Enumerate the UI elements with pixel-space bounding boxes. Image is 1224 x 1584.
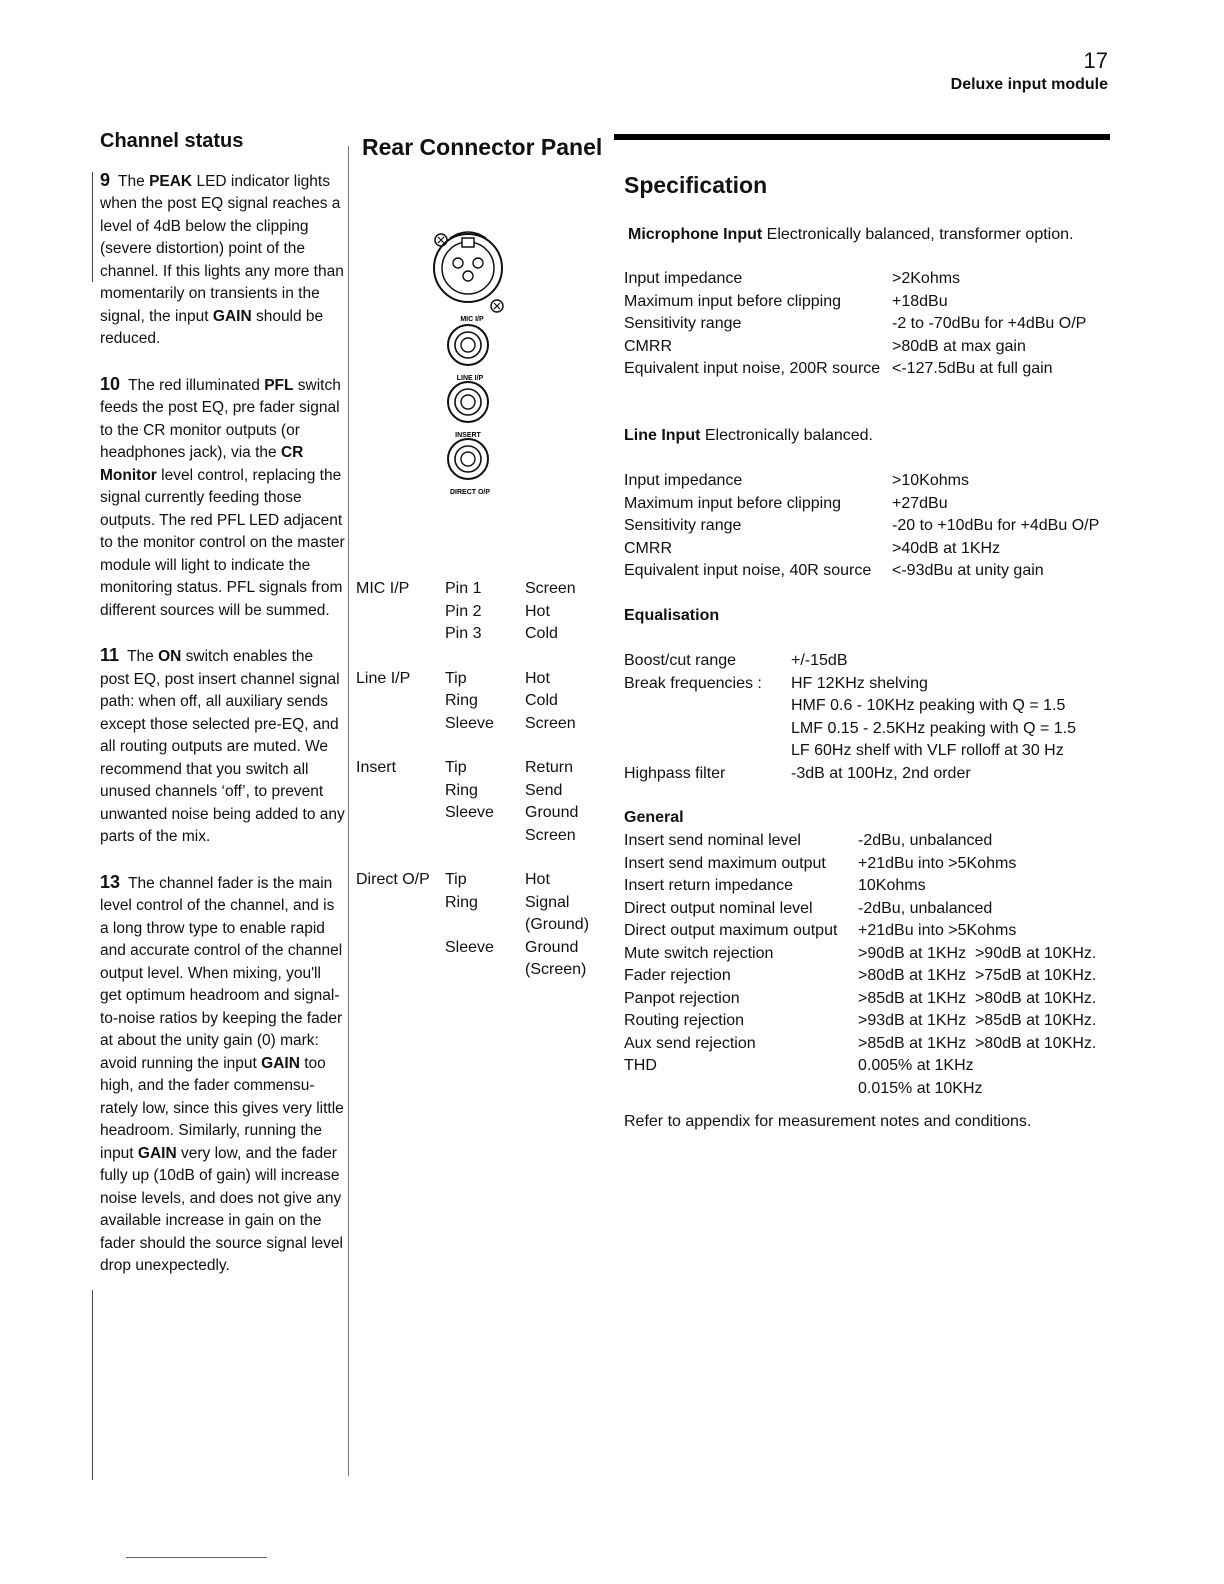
- general-table: [624, 830, 1096, 1100]
- table-row: [356, 959, 605, 982]
- spec-value: >93dB at 1KHz >85dB at 10KHz.: [858, 1012, 1097, 1029]
- spec-value: <-93dBu at unity gain: [892, 562, 1044, 579]
- spec-value: +21dBu into >5Kohms: [858, 854, 1017, 872]
- pin: [445, 959, 525, 982]
- section-heading: Microphone Input: [628, 226, 763, 243]
- signal: (Screen): [525, 961, 587, 978]
- spec-value: +27dBu: [892, 494, 948, 512]
- section-heading: Line Input: [624, 427, 701, 444]
- table-row: [624, 695, 1076, 718]
- table-row: [624, 538, 1099, 561]
- keyword: CR Monitor: [100, 444, 304, 484]
- spec-label: CMRR: [624, 539, 672, 557]
- spec-value: 10Kohms: [858, 877, 926, 894]
- table-row: [356, 690, 605, 713]
- pin: Sleeve: [445, 804, 494, 821]
- table-row: [356, 668, 605, 691]
- item-number: 10: [100, 373, 121, 394]
- table-row: [356, 713, 605, 736]
- pin: Pin 3: [445, 625, 482, 642]
- mic-input-heading: [628, 224, 1073, 247]
- left-rule: [92, 1290, 93, 1480]
- table-row: [624, 336, 1086, 359]
- table-row: [356, 892, 605, 915]
- spec-label: THD: [624, 1057, 657, 1074]
- connector-name: Line I/P: [356, 669, 411, 687]
- pin: Ring: [445, 781, 478, 799]
- channel-status-title: Channel status: [100, 130, 244, 152]
- signal: Signal: [525, 893, 570, 911]
- pin: Pin 1: [445, 580, 482, 597]
- signal: Hot: [525, 602, 550, 620]
- spec-label: Boost/cut range: [624, 652, 737, 669]
- table-row: [624, 943, 1096, 966]
- signal: Screen: [525, 714, 576, 732]
- line-jack-icon: [448, 325, 488, 365]
- text: The channel fader is the main level control of the channel, and is a long throw type to enable rapid and accurate control of the channel output level. When mixing, you'll get optimum headroom and signal-to-noise ratios by keeping the fader at about the unity gain (0) mark: avoid running the input: [100, 874, 343, 1072]
- spec-label: Insert return impedance: [624, 877, 793, 894]
- table-row: [356, 623, 605, 646]
- spec-value: 0.015% at 10KHz: [858, 1079, 983, 1097]
- signal: Send: [525, 781, 563, 799]
- signal: Ground: [525, 804, 579, 821]
- spec-label: [624, 718, 791, 741]
- paragraph-10: [100, 373, 345, 623]
- spec-label: Routing rejection: [624, 1012, 745, 1029]
- text: The: [127, 648, 159, 665]
- text: switch feeds the post EQ, pre fader signal to the CR monitor outputs (or headphones jack), via the: [100, 376, 341, 461]
- spec-value: >90dB at 1KHz >90dB at 10KHz.: [858, 944, 1097, 962]
- text: too high, and the fader commensu-rately low, since this gives very little headroom. Similarly, running the input: [100, 1054, 344, 1162]
- table-row: [624, 560, 1099, 583]
- page-number: 17: [1083, 48, 1108, 73]
- line-ip-label: LINE I/P: [456, 375, 484, 382]
- rear-panel-illustration: [420, 218, 520, 508]
- table-row: [624, 291, 1086, 314]
- table-row: [356, 578, 605, 601]
- spec-value: >10Kohms: [892, 472, 969, 489]
- spec-value: +/-15dB: [791, 652, 848, 669]
- spec-label: Aux send rejection: [624, 1034, 756, 1052]
- middle-rule: [348, 146, 349, 1476]
- spec-value: LMF 0.15 - 2.5KHz peaking with Q = 1.5: [791, 719, 1077, 737]
- table-row: [624, 1055, 1096, 1078]
- pin: Tip: [445, 669, 467, 687]
- table-row: [624, 268, 1086, 291]
- table-row: [624, 740, 1076, 763]
- connector-name: MIC I/P: [356, 580, 410, 597]
- section-desc: Electronically balanced.: [700, 427, 873, 444]
- keyword: ON: [158, 648, 182, 665]
- paragraph-11: [100, 644, 345, 849]
- table-row: [624, 763, 1076, 786]
- connector-name: Direct O/P: [356, 871, 430, 888]
- table-row: [356, 869, 605, 892]
- table-row: [356, 802, 605, 825]
- spec-value: >40dB at 1KHz: [892, 539, 1001, 557]
- mic-ip-label: MIC I/P: [460, 316, 484, 323]
- insert-label: INSERT: [455, 432, 481, 439]
- table-row: [624, 1010, 1096, 1033]
- spec-value: +18dBu: [892, 292, 948, 310]
- text: level control, replacing the signal currently feeding those outputs. The red PFL LED adjacent to the monitor control on the master module will light to indicate the monitoring status. PFL signals from different sources will be summed.: [100, 466, 345, 619]
- table-row: [356, 825, 605, 848]
- connector-name: Insert: [356, 759, 397, 776]
- channel-status-column: [100, 130, 345, 1300]
- item-number: 13: [100, 871, 121, 892]
- section-rule: [614, 134, 1110, 140]
- keyword: PFL: [264, 376, 294, 394]
- spec-label: Panpot rejection: [624, 989, 740, 1007]
- pin: Pin 2: [445, 602, 482, 620]
- signal: Screen: [525, 826, 576, 844]
- equalisation-table: [624, 650, 1076, 785]
- spec-label: Fader rejection: [624, 967, 731, 984]
- keyword: GAIN: [212, 307, 252, 325]
- table-row: [624, 493, 1099, 516]
- text: The red illuminated: [128, 376, 265, 394]
- keyword: PEAK: [149, 172, 193, 190]
- keyword: GAIN: [261, 1054, 300, 1072]
- table-row: [624, 1078, 1096, 1101]
- text: The: [118, 172, 150, 190]
- table-row: [356, 914, 605, 937]
- general-heading: General: [624, 809, 684, 826]
- table-row: [624, 650, 1076, 673]
- spec-label: Input impedance: [624, 472, 743, 489]
- table-row: [624, 830, 1096, 853]
- spec-label: [624, 740, 791, 763]
- spec-value: HF 12KHz shelving: [791, 674, 928, 692]
- spec-label: Sensitivity range: [624, 315, 742, 332]
- signal: Hot: [525, 871, 550, 888]
- footer-link-rule: [126, 1557, 267, 1558]
- table-row: [356, 937, 605, 960]
- table-row: [356, 780, 605, 803]
- pin: Sleeve: [445, 938, 494, 956]
- insert-jack-icon: [448, 382, 488, 422]
- spec-value: -20 to +10dBu for +4dBu O/P: [892, 517, 1100, 534]
- spec-label: [624, 695, 791, 718]
- rear-panel-title: Rear Connector Panel: [362, 134, 603, 160]
- table-row: [624, 358, 1086, 381]
- connections-table: [356, 578, 605, 982]
- table-row: [624, 718, 1076, 741]
- spec-value: <-127.5dBu at full gain: [892, 360, 1053, 377]
- spec-value: -2dBu, unbalanced: [858, 899, 993, 917]
- spec-value: +21dBu into >5Kohms: [858, 922, 1017, 939]
- table-row: [624, 965, 1096, 988]
- spec-label: Maximum input before clipping: [624, 494, 841, 512]
- item-number: 9: [100, 169, 111, 190]
- signal: (Ground): [525, 916, 590, 933]
- signal: Cold: [525, 692, 558, 709]
- spec-label: Sensitivity range: [624, 517, 742, 534]
- text: should be reduced.: [100, 307, 324, 347]
- text: very low, and the fader fully up (10dB of gain) will increase noise levels, and does not give any available increase in gain on the fader should the source signal level drop unexpectedly.: [100, 1144, 343, 1274]
- signal: Ground: [525, 938, 579, 956]
- pin: Tip: [445, 871, 467, 888]
- spec-label: Mute switch rejection: [624, 944, 774, 962]
- spec-value: -3dB at 100Hz, 2nd order: [791, 764, 971, 782]
- spec-value: >80dB at max gain: [892, 337, 1026, 355]
- signal: Hot: [525, 669, 550, 687]
- line-input-heading: [624, 425, 873, 448]
- pin: [445, 914, 525, 937]
- spec-value: >80dB at 1KHz >75dB at 10KHz.: [858, 967, 1097, 984]
- text: LED indicator lights when the post EQ signal reaches a level of 4dB below the clipping (severe distortion) point of the channel. If this lights any more than momentarily on transients in the signal, the input: [100, 172, 344, 325]
- pin: Sleeve: [445, 714, 494, 732]
- table-row: [624, 875, 1096, 898]
- specification-title: Specification: [624, 172, 768, 198]
- spec-label: Insert send maximum output: [624, 854, 826, 872]
- signal: Screen: [525, 580, 576, 597]
- spec-value: >85dB at 1KHz >80dB at 10KHz.: [858, 989, 1097, 1007]
- running-head: Deluxe input module: [950, 76, 1108, 93]
- table-row: [624, 673, 1076, 696]
- xlr-connector-icon: [434, 232, 503, 312]
- left-rule: [92, 172, 93, 282]
- measurement-note: Refer to appendix for measurement notes and conditions.: [624, 1113, 1032, 1130]
- table-row: [624, 470, 1099, 493]
- table-row: [624, 1033, 1096, 1056]
- table-row: [624, 988, 1096, 1011]
- table-row: [624, 313, 1086, 336]
- spec-label: Direct output nominal level: [624, 899, 813, 917]
- table-row: [624, 920, 1096, 943]
- spec-value: -2dBu, unbalanced: [858, 832, 993, 849]
- signal: Return: [525, 759, 574, 776]
- spec-label: CMRR: [624, 337, 672, 355]
- table-row: [624, 853, 1096, 876]
- spec-label: Equivalent input noise, 200R source: [624, 360, 881, 377]
- table-row: [624, 898, 1096, 921]
- direct-op-label: DIRECT O/P: [449, 489, 491, 496]
- paragraph-13: [100, 871, 345, 1278]
- text: switch enables the post EQ, post insert channel signal path: when off, all auxiliary sends except those selected pre-EQ, and all routing outputs are muted. We recommend that you switch all unused channels ‘off’, to prevent unwanted noise being added to any parts of the mix.: [100, 648, 345, 845]
- table-row: [356, 601, 605, 624]
- section-desc: Electronically balanced, transformer option.: [762, 226, 1074, 243]
- spec-label: Insert send nominal level: [624, 832, 801, 849]
- spec-label: Highpass filter: [624, 764, 726, 782]
- keyword: GAIN: [137, 1144, 177, 1162]
- signal: Cold: [525, 625, 558, 642]
- equalisation-heading: Equalisation: [624, 607, 720, 624]
- spec-label: Break frequencies :: [624, 674, 762, 692]
- line-input-table: [624, 470, 1099, 583]
- spec-value: >2Kohms: [892, 270, 961, 287]
- pin: Tip: [445, 759, 467, 776]
- spec-label: Direct output maximum output: [624, 922, 838, 939]
- mic-input-table: [624, 268, 1086, 381]
- pin: [445, 825, 525, 848]
- spec-value: >85dB at 1KHz >80dB at 10KHz.: [858, 1034, 1097, 1052]
- spec-label: Equivalent input noise, 40R source: [624, 562, 872, 579]
- item-number: 11: [100, 645, 120, 665]
- pin: Ring: [445, 893, 478, 911]
- spec-value: -2 to -70dBu for +4dBu O/P: [892, 315, 1087, 332]
- table-row: [624, 515, 1099, 538]
- direct-jack-icon: [448, 439, 488, 479]
- paragraph-9: [100, 169, 345, 351]
- spec-value: LF 60Hz shelf with VLF rolloff at 30 Hz: [791, 742, 1064, 759]
- spec-label: Input impedance: [624, 270, 743, 287]
- spec-value: HMF 0.6 - 10KHz peaking with Q = 1.5: [791, 697, 1066, 714]
- spec-label: Maximum input before clipping: [624, 292, 841, 310]
- spec-value: 0.005% at 1KHz: [858, 1057, 974, 1074]
- table-row: [356, 757, 605, 780]
- pin: Ring: [445, 692, 478, 709]
- spec-label: [624, 1078, 858, 1101]
